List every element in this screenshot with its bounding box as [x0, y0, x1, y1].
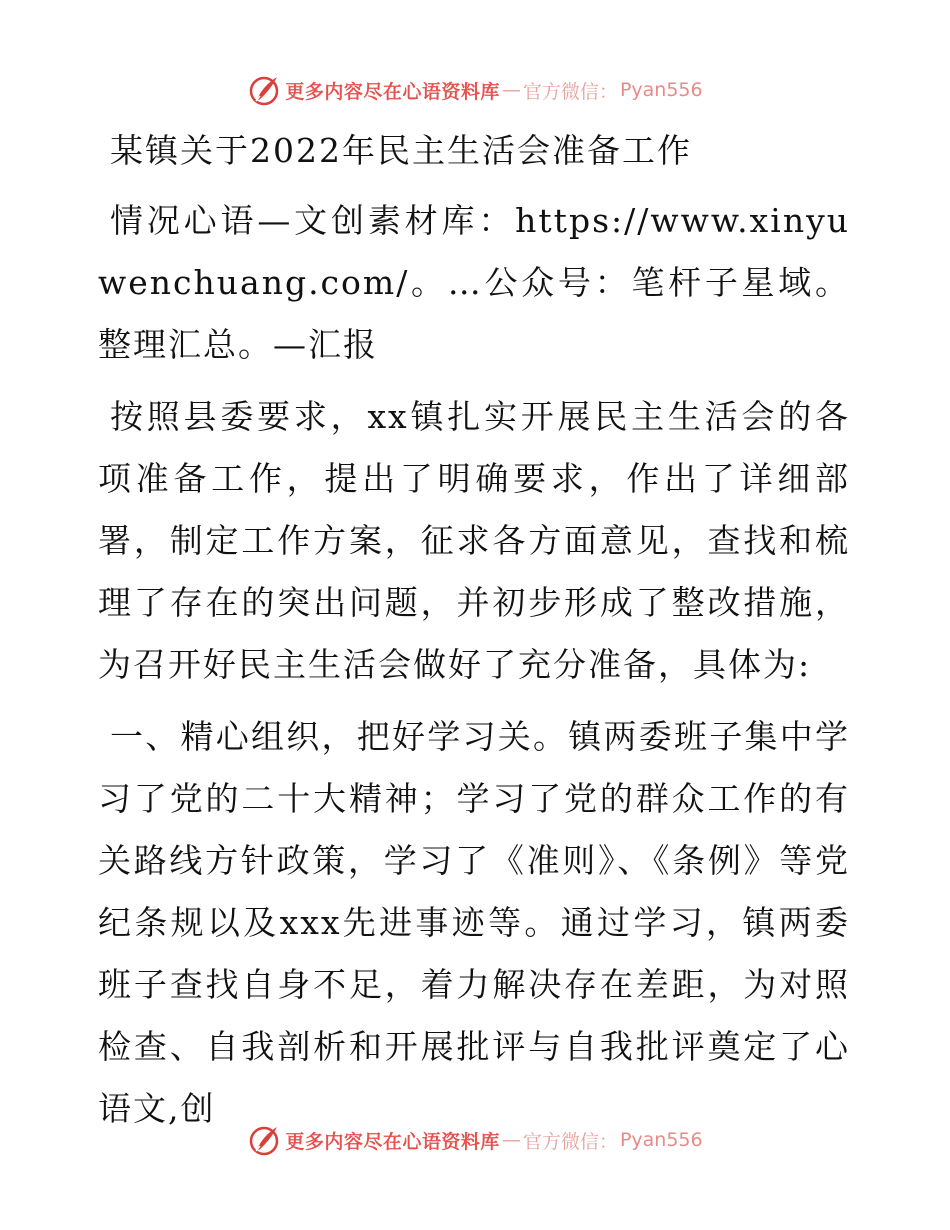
- paragraph-1: 情况心语—文创素材库：https://www.xinyuwenchuang.com/。…公众号：笔杆子星域。整理汇总。—汇报: [98, 201, 850, 364]
- watermark-dash: —: [501, 1129, 521, 1151]
- watermark-main-text: 更多内容尽在心语资料库: [285, 80, 500, 103]
- document-title: 某镇关于2022年民主生活会准备工作: [110, 131, 692, 170]
- watermark-label: 官方微信：: [522, 1130, 618, 1153]
- watermark-label: 官方微信：: [522, 80, 618, 103]
- header-watermark: [0, 70, 950, 110]
- paragraph-3: 一、精心组织，把好学习关。镇两委班子集中学习了党的二十大精神；学习了党的群众工作的有关路线方针政策，学习了《准则》、《条例》等党纪条规以及xxx先进事迹等。通过学习，镇两委班子查找自身不足，着力解决存在差距，为对照检查、自我剖析和开展批评与自我批评奠定了心语文,创: [98, 717, 850, 1128]
- quill-logo-icon: [247, 73, 281, 107]
- footer-watermark: [0, 1120, 950, 1160]
- document-body: [98, 120, 850, 1150]
- watermark-main-text: 更多内容尽在心语资料库: [285, 1130, 500, 1153]
- watermark-dash: —: [501, 79, 521, 101]
- paragraph-2: 按照县委要求，xx镇扎实开展民主生活会的各项准备工作，提出了明确要求，作出了详细部署，制定工作方案，征求各方面意见，查找和梳理了存在的突出问题，并初步形成了整改措施，为召开好民主生活会做好了充分准备，具体为:: [98, 397, 850, 684]
- watermark-wechat-id: Pyan556: [619, 79, 703, 101]
- quill-logo-icon: [247, 1123, 281, 1157]
- watermark-wechat-id: Pyan556: [619, 1129, 703, 1151]
